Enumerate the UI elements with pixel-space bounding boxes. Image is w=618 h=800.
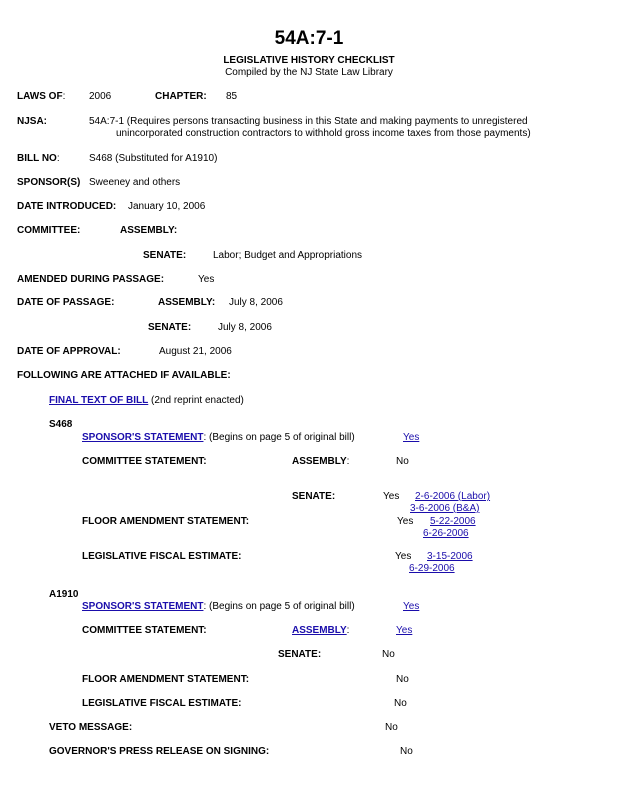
s468-sponsor-value-link[interactable]: Yes <box>403 432 420 443</box>
s468-fiscal-label: LEGISLATIVE FISCAL ESTIMATE: <box>82 551 242 562</box>
amended-label: AMENDED DURING PASSAGE: <box>17 274 165 285</box>
committee-senate-label: SENATE: <box>143 250 187 261</box>
a1910-committee-label: COMMITTEE STATEMENT: <box>82 625 207 636</box>
committee-senate-value: Labor; Budget and Appropriations <box>213 250 362 261</box>
passage-senate-label: SENATE: <box>148 322 192 333</box>
a1910-fiscal-value: No <box>394 698 407 709</box>
s468-senate-link-2[interactable]: 3-6-2006 (B&A) <box>410 503 480 514</box>
s468-fiscal-value: Yes <box>395 551 412 562</box>
s468-floor-link-1[interactable]: 5-22-2006 <box>430 516 476 527</box>
s468-assembly-value: No <box>396 456 409 467</box>
s468-floor-link-2[interactable]: 6-26-2006 <box>423 528 469 539</box>
bill-no-row <box>17 153 60 165</box>
a1910-sponsor-note: : (Begins on page 5 of original bill) <box>203 601 355 612</box>
committee-label: COMMITTEE: <box>17 225 81 236</box>
approval-value: August 21, 2006 <box>159 346 232 357</box>
s468-sponsor-note: : (Begins on page 5 of original bill) <box>203 432 355 443</box>
a1910-floor-value: No <box>396 674 409 685</box>
s468-floor-value: Yes <box>397 516 414 527</box>
njsa-line-2: unincorporated construction contractors to withhold gross income taxes from those payments) <box>116 128 531 139</box>
a1910-fiscal-label: LEGISLATIVE FISCAL ESTIMATE: <box>82 698 242 709</box>
bill-no-label: BILL NO <box>17 153 57 164</box>
s468-committee-label: COMMITTEE STATEMENT: <box>82 456 207 467</box>
amended-value: Yes <box>198 274 215 285</box>
laws-of-value: 2006 <box>89 91 112 102</box>
a1910-assembly-value-link[interactable]: Yes <box>396 625 413 636</box>
s468-label: S468 <box>49 419 73 430</box>
laws-of-row <box>17 91 65 103</box>
date-introduced-value: January 10, 2006 <box>128 201 206 212</box>
s468-assembly-row <box>292 456 349 468</box>
a1910-assembly-colon: : <box>346 625 350 636</box>
sponsors-value: Sweeney and others <box>89 177 181 188</box>
s468-fiscal-link-1[interactable]: 3-15-2006 <box>427 551 473 562</box>
bill-no-colon: : <box>56 153 60 164</box>
compiled-by: Compiled by the NJ State Law Library <box>225 67 393 78</box>
a1910-senate-label: SENATE: <box>278 649 322 660</box>
sponsors-label: SPONSOR(S) <box>17 177 81 188</box>
passage-label: DATE OF PASSAGE: <box>17 297 115 308</box>
approval-label: DATE OF APPROVAL: <box>17 346 121 357</box>
press-value: No <box>400 746 413 757</box>
veto-value: No <box>385 722 398 733</box>
a1910-assembly-row <box>292 625 349 637</box>
s468-sponsor-link[interactable]: SPONSOR'S STATEMENT <box>82 432 204 443</box>
njsa-line-1: 54A:7-1 (Requires persons transacting business in this State and making payments to unregistered <box>89 116 528 127</box>
a1910-sponsor-value-link[interactable]: Yes <box>403 601 420 612</box>
a1910-senate-value: No <box>382 649 395 660</box>
veto-label: VETO MESSAGE: <box>49 722 133 733</box>
s468-assembly-label: ASSEMBLY <box>292 456 347 467</box>
checklist-subtitle: LEGISLATIVE HISTORY CHECKLIST <box>223 55 395 66</box>
s468-fiscal-link-2[interactable]: 6-29-2006 <box>409 563 455 574</box>
a1910-assembly-link[interactable]: ASSEMBLY <box>292 625 347 636</box>
njsa-label: NJSA: <box>17 116 48 127</box>
attached-label: FOLLOWING ARE ATTACHED IF AVAILABLE: <box>17 370 231 381</box>
final-text-row <box>49 395 244 407</box>
passage-assembly-value: July 8, 2006 <box>229 297 283 308</box>
page-title: 54A:7-1 <box>274 28 344 49</box>
passage-senate-value: July 8, 2006 <box>218 322 272 333</box>
chapter-value: 85 <box>226 91 238 102</box>
chapter-label: CHAPTER: <box>155 91 207 102</box>
passage-assembly-label: ASSEMBLY: <box>158 297 216 308</box>
s468-sponsor-row <box>82 432 355 444</box>
s468-assembly-colon: : <box>346 456 350 467</box>
s468-senate-value: Yes <box>383 491 400 502</box>
bill-no-value: S468 (Substituted for A1910) <box>89 153 218 164</box>
press-label: GOVERNOR'S PRESS RELEASE ON SIGNING: <box>49 746 270 757</box>
date-introduced-label: DATE INTRODUCED: <box>17 201 117 212</box>
a1910-sponsor-link[interactable]: SPONSOR'S STATEMENT <box>82 601 204 612</box>
laws-of-colon: : <box>62 91 66 102</box>
committee-assembly-label: ASSEMBLY: <box>120 225 178 236</box>
laws-of-label: LAWS OF <box>17 91 63 102</box>
s468-floor-label: FLOOR AMENDMENT STATEMENT: <box>82 516 250 527</box>
final-text-link[interactable]: FINAL TEXT OF BILL <box>49 395 149 406</box>
a1910-label: A1910 <box>49 589 79 600</box>
s468-senate-link-1[interactable]: 2-6-2006 (Labor) <box>415 491 491 502</box>
a1910-sponsor-row <box>82 601 355 613</box>
a1910-floor-label: FLOOR AMENDMENT STATEMENT: <box>82 674 250 685</box>
final-text-note: (2nd reprint enacted) <box>151 395 244 406</box>
s468-senate-label: SENATE: <box>292 491 336 502</box>
